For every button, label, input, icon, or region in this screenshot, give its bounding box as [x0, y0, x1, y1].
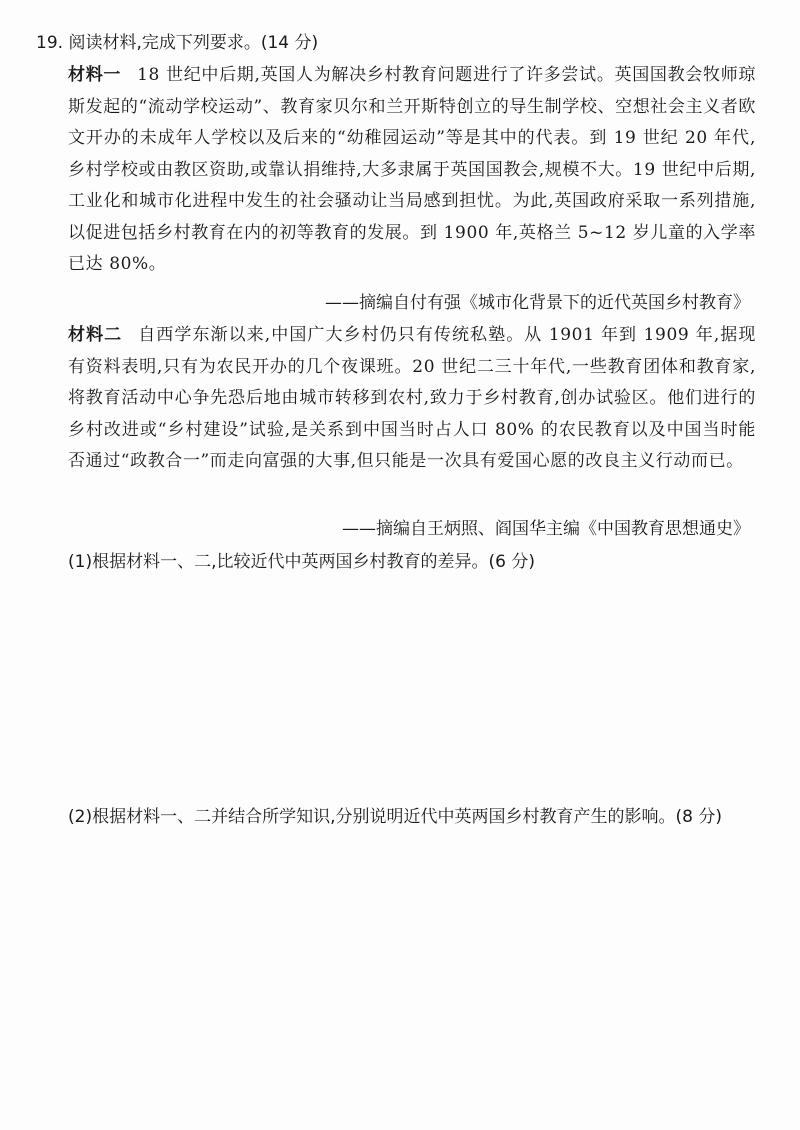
answer-area-1[interactable] [68, 580, 758, 790]
sub-question-2: (2)根据材料一、二并结合所学知识,分别说明近代中英两国乡村教育产生的影响。(8 分) [68, 807, 722, 827]
material-1-label: 材料一 [68, 65, 122, 85]
sub-question-1: (1)根据材料一、二,比较近代中英两国乡村教育的差异。(6 分) [68, 552, 535, 572]
material-2 [68, 320, 756, 478]
answer-area-2[interactable] [68, 836, 758, 1106]
question-title: 19. 阅读材料,完成下列要求。(14 分) [36, 33, 319, 53]
material-2-label: 材料二 [68, 325, 123, 345]
material-1-text: 18 世纪中后期,英国人为解决乡村教育问题进行了许多尝试。英国国教会牧师琼斯发起的“流动学校运动”、教育家贝尔和兰开斯特创立的导生制学校、空想社会主义者欧文开办的未成年人学校以及后来的“幼稚园运动”等是其中的代表。到 19 世纪 20 年代,乡村学校或由教区资助,或靠认捐维持,大多隶属于英国国教会,规模不大。19 世纪中后期,工业化和城市化进程中发生的社会骚动让当局感到担忧。为此,英国政府采取一系列措施,以促进包括乡村教育在内的初等教育的发展。到 1900 年,英格兰 5~12 岁儿童的入学率已达 80%。 [68, 65, 756, 274]
material-2-text: 自西学东渐以来,中国广大乡村仍只有传统私塾。从 1901 年到 1909 年,据现有资料表明,只有为农民开办的几个夜课班。20 世纪二三十年代,一些教育团体和教育家,将教育活动中心争先恐后地由城市转移到农村,致力于乡村教育,创办试验区。他们进行的乡村改进或“乡村建设”试验,是关系到中国当时占人口 80% 的农民教育以及中国当时能否通过“政教合一”而走向富强的大事,但只能是一次具有爱国心愿的改良主义行动而已。 [68, 325, 756, 471]
material-1 [68, 60, 756, 281]
material-1-source: ——摘编自付有强《城市化背景下的近代英国乡村教育》 [325, 293, 750, 313]
material-2-source: ——摘编自王炳照、阎国华主编《中国教育思想通史》 [342, 519, 750, 539]
